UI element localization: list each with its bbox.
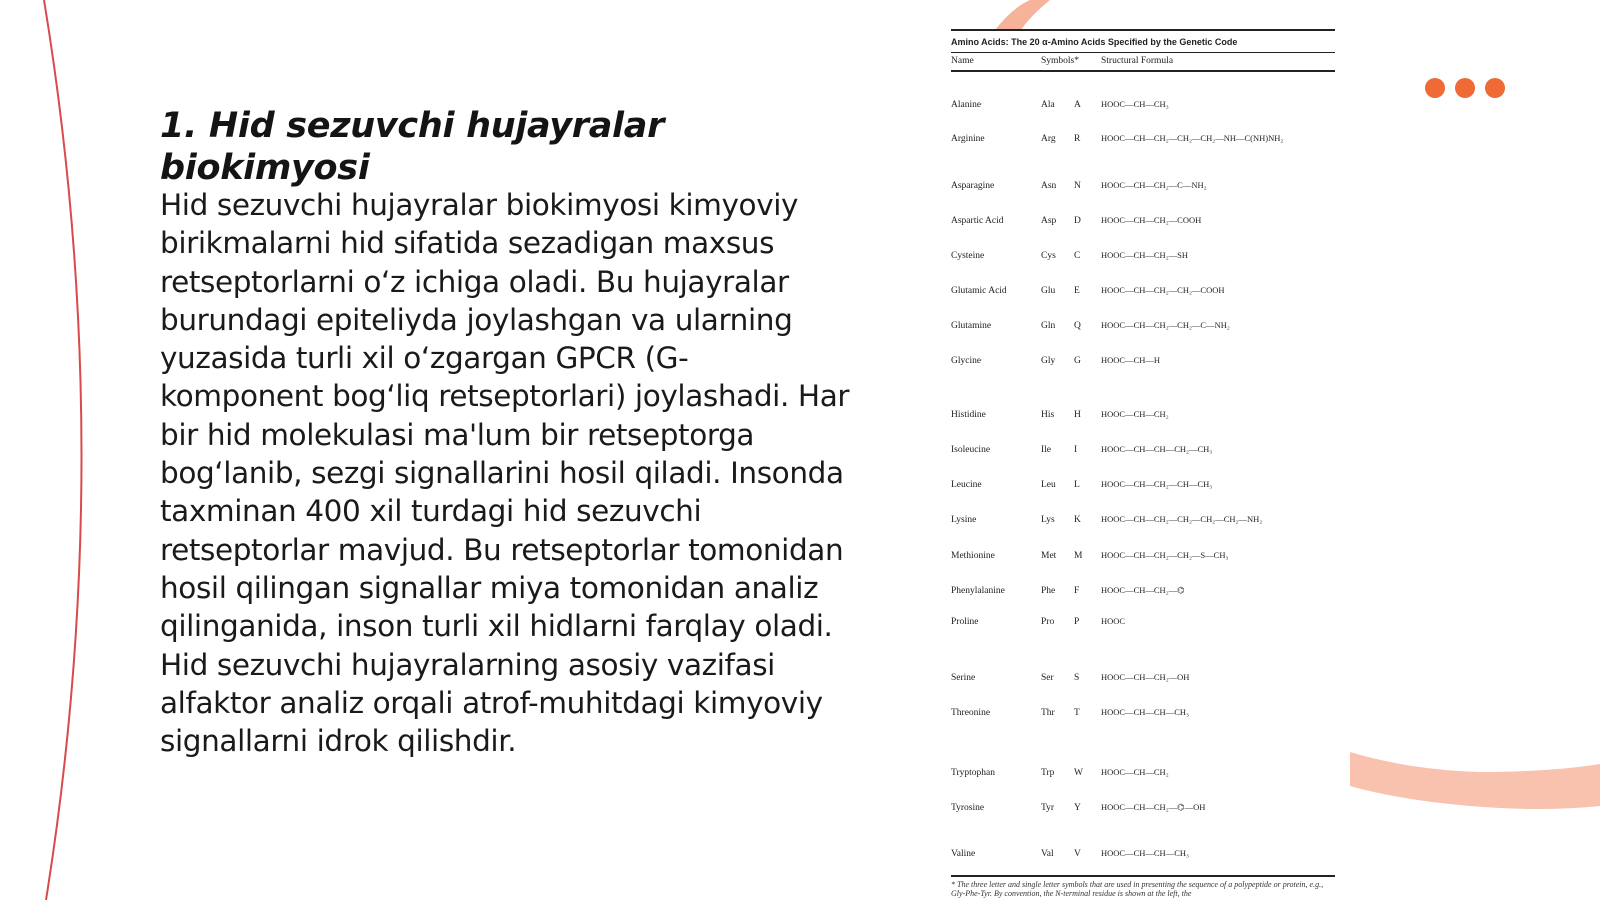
one-letter-symbol: S xyxy=(1074,673,1080,683)
amino-acid-name: Glutamic Acid xyxy=(951,286,1007,296)
one-letter-symbol: E xyxy=(1074,286,1080,296)
structural-formula: HOOC—CH—CH₃ xyxy=(1101,99,1169,109)
structural-formula: HOOC—CH—CH₂—COOH xyxy=(1101,215,1202,225)
dot-icon xyxy=(1455,78,1475,98)
table-row xyxy=(951,514,1335,525)
header-name: Name xyxy=(951,56,974,66)
slide-body-text: Hid sezuvchi hujayralar biokimyosi kimyoviy birikmalarni hid sifatida sezadigan maxsus retseptorlarni o‘z ichiga oladi. Bu hujayralar burundagi epiteliyda joylashgan va ularning yuzasida turli xil o‘zgargan GPCR (G-komponent bog‘liq retseptorlari) joylashadi. Har bir hid molekulasi ma'lum bir retseptorga bog‘lanib, sezgi signallarini hosil qiladi. Insonda taxminan 400 xil turdagi hid sezuvchi retseptorlar mavjud. Bu retseptorlar tomonidan hosil qilingan signallar miya tomonidan analiz qilinganida, inson turli xil hidlarni farqlay oladi. Hid sezuvchi hujayralarning asosiy vazifasi alfaktor analiz orqali atrof-muhitdagi kimyoviy signallarni idrok qilishdir. xyxy=(160,188,850,759)
structural-formula: HOOC—CH—CH₂—CH₂—CH₂—CH₂—NH₂ xyxy=(1101,514,1263,524)
three-letter-symbol: Pro xyxy=(1041,617,1055,627)
amino-acid-name: Asparagine xyxy=(951,181,995,191)
table-row xyxy=(951,99,1335,110)
structural-formula: HOOC—CH—CH₂—OH xyxy=(1101,672,1190,682)
three-letter-symbol: Tyr xyxy=(1041,803,1055,813)
three-letter-symbol: Ala xyxy=(1041,100,1055,110)
three-letter-symbol: Trp xyxy=(1041,768,1055,778)
one-letter-symbol: R xyxy=(1074,134,1081,144)
structural-formula: HOOC—CH—CH₂—CH₂—COOH xyxy=(1101,285,1225,295)
three-letter-symbol: Val xyxy=(1041,849,1054,859)
amino-acid-name: Valine xyxy=(951,849,976,859)
amino-acid-name: Alanine xyxy=(951,100,982,110)
table-row xyxy=(951,550,1335,561)
three-letter-symbol: Glu xyxy=(1041,286,1056,296)
structural-formula: HOOC—CH—CH₂—CH—CH₃ xyxy=(1101,479,1213,489)
one-letter-symbol: A xyxy=(1074,100,1081,110)
amino-acid-name: Methionine xyxy=(951,551,995,561)
structural-formula: HOOC—CH—CH₂ xyxy=(1101,767,1169,777)
table-row xyxy=(951,355,1335,366)
one-letter-symbol: T xyxy=(1074,708,1080,718)
one-letter-symbol: P xyxy=(1074,617,1080,627)
three-letter-symbol: Asn xyxy=(1041,181,1057,191)
right-brush-stroke xyxy=(1350,752,1600,809)
one-letter-symbol: G xyxy=(1074,356,1081,366)
three-letter-symbol: Ser xyxy=(1041,673,1054,683)
table-row xyxy=(951,215,1335,226)
table-row xyxy=(951,672,1335,683)
amino-acid-name: Glutamine xyxy=(951,321,992,331)
table-header-row xyxy=(951,53,1335,72)
one-letter-symbol: W xyxy=(1074,768,1083,778)
structural-formula: HOOC—CH—CH₂—CH₂—C—NH₂ xyxy=(1101,320,1230,330)
one-letter-symbol: C xyxy=(1074,251,1081,261)
three-letter-symbol: Leu xyxy=(1041,480,1056,490)
three-letter-symbol: His xyxy=(1041,410,1055,420)
amino-acid-name: Tyrosine xyxy=(951,803,985,813)
slide-title: 1. Hid sezuvchi hujayralar biokimyosi xyxy=(160,106,665,188)
three-letter-symbol: Gly xyxy=(1041,356,1056,366)
one-letter-symbol: Q xyxy=(1074,321,1081,331)
table-row xyxy=(951,250,1335,261)
amino-acid-name: Threonine xyxy=(951,708,991,718)
amino-acid-name: Leucine xyxy=(951,480,982,490)
table-row xyxy=(951,767,1335,778)
amino-acid-name: Serine xyxy=(951,673,976,683)
amino-acid-table xyxy=(951,29,1335,900)
structural-formula: HOOC—CH—CH₂—SH xyxy=(1101,250,1189,260)
left-arc-line xyxy=(44,0,82,900)
amino-acid-name: Cysteine xyxy=(951,251,985,261)
three-dots-decoration xyxy=(1425,78,1505,98)
amino-acid-name: Arginine xyxy=(951,134,985,144)
structural-formula: HOOC—CH—CH₂—CH₂—S—CH₃ xyxy=(1101,550,1229,560)
three-letter-symbol: Thr xyxy=(1041,708,1055,718)
table-row xyxy=(951,409,1335,420)
structural-formula: HOOC—CH—CH—CH₃ xyxy=(1101,848,1189,858)
table-row xyxy=(951,848,1335,859)
table-row xyxy=(951,707,1335,718)
amino-acid-name: Aspartic Acid xyxy=(951,216,1004,226)
amino-acid-name: Isoleucine xyxy=(951,445,991,455)
one-letter-symbol: D xyxy=(1074,216,1081,226)
three-letter-symbol: Cys xyxy=(1041,251,1056,261)
one-letter-symbol: N xyxy=(1074,181,1081,191)
table-row xyxy=(951,285,1335,296)
one-letter-symbol: H xyxy=(1074,410,1081,420)
structural-formula: HOOC—CH—CH₂ xyxy=(1101,409,1169,419)
amino-acid-name: Glycine xyxy=(951,356,982,366)
table-row xyxy=(951,585,1335,596)
structural-formula: HOOC—CH—CH—CH₃ xyxy=(1101,707,1189,717)
one-letter-symbol: L xyxy=(1074,480,1080,490)
amino-acid-name: Lysine xyxy=(951,515,977,525)
table-row xyxy=(951,320,1335,331)
table-row xyxy=(951,180,1335,191)
header-symbols: Symbols* xyxy=(1041,56,1080,66)
one-letter-symbol: F xyxy=(1074,586,1080,596)
one-letter-symbol: V xyxy=(1074,849,1081,859)
dot-icon xyxy=(1425,78,1445,98)
three-letter-symbol: Arg xyxy=(1041,134,1056,144)
table-row xyxy=(951,444,1335,455)
header-formula: Structural Formula xyxy=(1101,56,1174,66)
structural-formula: HOOC—CH—CH₂—⌬ xyxy=(1101,585,1185,595)
amino-acid-name: Histidine xyxy=(951,410,986,420)
one-letter-symbol: Y xyxy=(1074,803,1081,813)
three-letter-symbol: Asp xyxy=(1041,216,1057,226)
three-letter-symbol: Phe xyxy=(1041,586,1056,596)
dot-icon xyxy=(1485,78,1505,98)
three-letter-symbol: Lys xyxy=(1041,515,1055,525)
one-letter-symbol: M xyxy=(1074,551,1083,561)
table-row xyxy=(951,133,1335,144)
one-letter-symbol: K xyxy=(1074,515,1081,525)
table-caption: Amino Acids: The 20 α-Amino Acids Specified by the Genetic Code xyxy=(951,29,1335,53)
one-letter-symbol: I xyxy=(1074,445,1078,455)
structural-formula: HOOC—CH—CH—CH₂—CH₃ xyxy=(1101,444,1213,454)
amino-acid-name: Proline xyxy=(951,617,979,627)
three-letter-symbol: Met xyxy=(1041,551,1057,561)
table-footnote: * The three letter and single letter symbols that are used in presenting the sequence of a polypeptide or protein, e.g., Gly-Phe-Tyr. By convention, the N-terminal residue is shown at the left, the xyxy=(951,875,1335,906)
table-row xyxy=(951,479,1335,490)
amino-acid-name: Tryptophan xyxy=(951,768,995,778)
structural-formula: HOOC—CH—CH₂—⌬—OH xyxy=(1101,802,1206,812)
structural-formula: HOOC xyxy=(1101,616,1126,626)
structural-formula: HOOC—CH—CH₂—CH₂—CH₂—NH—C(NH)NH₂ xyxy=(1101,133,1284,143)
three-letter-symbol: Gln xyxy=(1041,321,1056,331)
amino-acid-name: Phenylalanine xyxy=(951,586,1005,596)
structural-formula: HOOC—CH—CH₂—C—NH₂ xyxy=(1101,180,1207,190)
three-letter-symbol: Ile xyxy=(1041,445,1052,455)
structural-formula: HOOC—CH—H xyxy=(1101,355,1161,365)
table-row xyxy=(951,802,1335,813)
table-row xyxy=(951,616,1335,627)
